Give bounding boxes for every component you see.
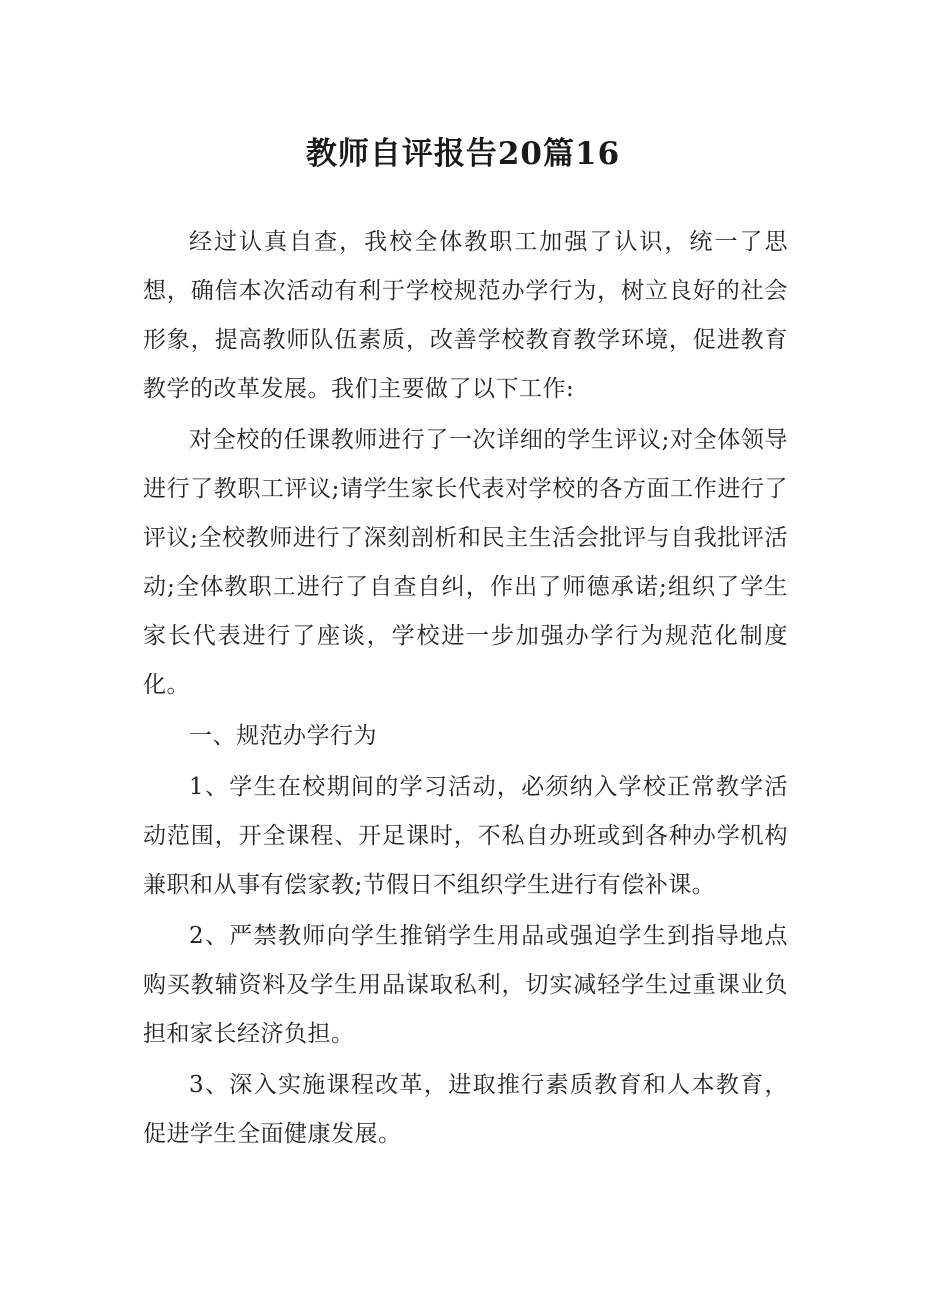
document-title: 教师自评报告20篇16 xyxy=(305,136,621,172)
paragraph-intro: 经过认真自查，我校全体教职工加强了认识，统一了思想，确信本次活动有利于学校规范办学行为，树立良好的社会形象，提高教师队伍素质，改善学校教育教学环境，促进教育教学的改革发展。我们主要做了以下工作: xyxy=(143,229,788,402)
document-body xyxy=(143,218,788,1159)
paragraph-item-1: 1、学生在校期间的学习活动，必须纳入学校正常教学活动范围，开全课程、开足课时，不私自办班或到各种办学机构兼职和从事有偿家教;节假日不组织学生进行有偿补课。 xyxy=(143,774,788,898)
paragraph-activities: 对全校的任课教师进行了一次详细的学生评议;对全体领导进行了教职工评议;请学生家长代表对学校的各方面工作进行了评议;全校教师进行了深刻剖析和民主生活会批评与自我批评活动;全体教职工进行了自查自纠，作出了师德承诺;组织了学生家长代表进行了座谈，学校进一步加强办学行为规范化制度化。 xyxy=(143,427,788,698)
section-heading: 一、规范办学行为 xyxy=(189,723,377,749)
paragraph-item-3: 3、深入实施课程改革，进取推行素质教育和人本教育，促进学生全面健康发展。 xyxy=(143,1072,788,1147)
paragraph-item-2: 2、严禁教师向学生推销学生用品或强迫学生到指导地点购买教辅资料及学生用品谋取私利，切实减轻学生过重课业负担和家长经济负担。 xyxy=(143,923,788,1047)
